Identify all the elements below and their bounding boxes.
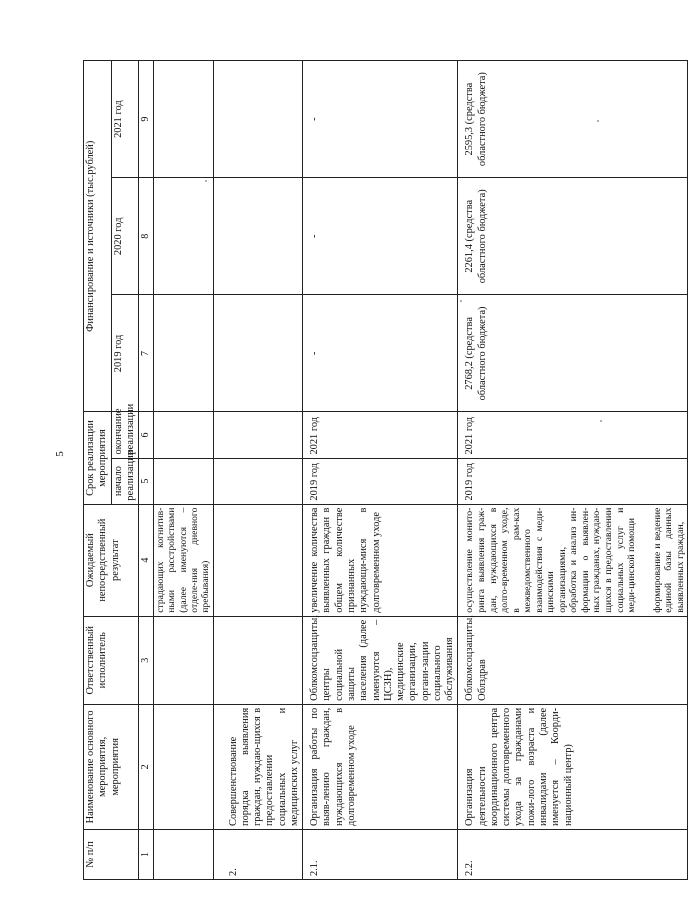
row-executor: Облкомсоцзащиты, центры социальной защиты населения (далее именуются – ЦСЗН), медицинские организации, органи-зации социального обслуживания	[303, 616, 458, 704]
row-name: Организация деятельности координационного центра системы долговременного ухода за гражданами пожи-лого возраста и инвалидами (далее именуется – Коорди-национный центр)	[458, 704, 688, 829]
row-executor	[213, 616, 303, 704]
row-end: 2021 год	[458, 412, 688, 458]
col-number: 4	[139, 504, 154, 616]
row-num: 2.1.	[303, 829, 458, 879]
row-num: 2.2.	[458, 829, 688, 879]
header-finance: Финансирование и источники (тыс.рублей)	[84, 61, 112, 413]
header-name: Наименование основного мероприятия, мероприятия	[84, 704, 139, 829]
column-number-row	[139, 61, 154, 880]
row-fin-2020	[213, 178, 303, 295]
header-2021: 2021 год	[111, 61, 139, 178]
header-2020: 2020 год	[111, 178, 139, 295]
row-start: 2019 год	[458, 458, 688, 504]
col-number: 1	[139, 829, 154, 879]
row-start: 2019 год	[303, 458, 458, 504]
row-fin-2021: -	[303, 61, 458, 178]
row-start	[213, 458, 303, 504]
header-num: № п/п	[84, 829, 139, 879]
row-fin-2019: -	[303, 295, 458, 412]
table-row	[154, 61, 214, 880]
row-fin-2019	[154, 295, 214, 412]
row-end	[213, 412, 303, 458]
row-num	[154, 829, 214, 879]
col-number: 9	[139, 61, 154, 178]
rotated-table-wrapper	[83, 60, 686, 880]
header-executor: Ответственный исполнитель	[84, 616, 139, 704]
header-term: Срок реализации мероприятия	[84, 412, 112, 504]
row-fin-2021	[154, 61, 214, 178]
row-result-part-1: осуществление монито-ринга выявления граж-дан, нуждающихся в долго-временном уходе, в рам-ках межведомственного взаимодействия с меди-цинскими организациями, обработка и анализ ин-формации о выявлен-ных гражданах, нуждаю-щихся в предоставлении социальных услуг и меди-цинской помощи	[464, 507, 638, 613]
row-result: увеличение количества выявленных граждан в общем количестве признанных нуждающи-мися в долговременном уходе	[303, 504, 458, 616]
row-fin-2021	[213, 61, 303, 178]
row-fin-2020	[154, 178, 214, 295]
row-result	[213, 504, 303, 616]
row-executor	[154, 616, 214, 704]
row-end: 2021 год	[303, 412, 458, 458]
table-row	[458, 61, 688, 880]
row-result-part-2: формирование и ведение единой базы данных выявленных граждан,	[651, 507, 686, 613]
plan-table	[83, 60, 688, 880]
page-number: 5	[54, 451, 66, 457]
col-number: 7	[139, 295, 154, 412]
row-num: 2.	[213, 829, 303, 879]
row-executor: Облкомсоцзащиты, Облздрав	[458, 616, 688, 704]
header-start: начало реализации	[111, 458, 139, 504]
row-name	[154, 704, 214, 829]
header-2019: 2019 год	[111, 295, 139, 412]
row-result: страдающих когнитив-ными расстройствами (далее именуются – отделе-ния дневного пребывания)	[154, 504, 214, 616]
col-number: 5	[139, 458, 154, 504]
row-result	[458, 504, 688, 616]
row-fin-2020: -	[303, 178, 458, 295]
row-start	[154, 458, 214, 504]
table-row	[303, 61, 458, 880]
row-fin-2019	[213, 295, 303, 412]
row-fin-2021: 2595,3 (средства областного бюджета)	[458, 61, 688, 178]
row-end	[154, 412, 214, 458]
header-result: Ожидаемый непосредственный результат	[84, 504, 139, 616]
row-fin-2019: 2768,2 (средства областного бюджета)	[458, 295, 688, 412]
col-number: 2	[139, 704, 154, 829]
row-name: Совершенствование порядка выявления граждан, нуждаю-щихся в предоставлении социальных и медицинских услуг	[213, 704, 303, 829]
col-number: 6	[139, 412, 154, 458]
header-end: окончание реализации	[111, 412, 139, 458]
col-number: 8	[139, 178, 154, 295]
row-name: Организация работы по выяв-лению граждан, нуждающихся в долговременном уходе	[303, 704, 458, 829]
row-fin-2020: 2261,4 (средства областного бюджета)	[458, 178, 688, 295]
col-number: 3	[139, 616, 154, 704]
header-row-1	[84, 61, 112, 880]
table-row	[213, 61, 303, 880]
